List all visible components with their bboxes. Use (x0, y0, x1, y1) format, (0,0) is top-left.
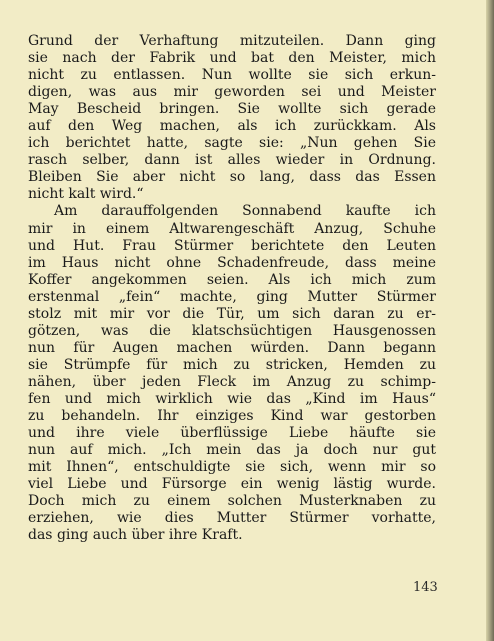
text-line: erziehen, wie dies Mutter Stürmer vorhatte, (28, 510, 436, 527)
text-line: fen und mich wirklich wie das „Kind im Haus“ (28, 390, 436, 407)
text-line: das ging auch über ihre Kraft. (28, 527, 243, 544)
text-line: May Bescheid bringen. Sie wollte sich gerade (28, 101, 436, 118)
text-line: nähen, über jeden Fleck im Anzug zu schimp- (28, 373, 436, 390)
text-line: Am darauffolgenden Sonnabend kaufte ich (54, 203, 436, 220)
text-line: auf den Weg machen, als ich zurückkam. Als (28, 118, 436, 135)
text-line: und ihre viele überflüssige Liebe häufte sie (28, 425, 436, 442)
text-line: zu behandeln. Ihr einziges Kind war gestorben (28, 408, 436, 425)
text-line: Bleiben Sie aber nicht so lang, dass das Essen (28, 169, 436, 186)
text-line: nun für Augen machen würden. Dann begann (28, 339, 436, 356)
text-line: nicht zu entlassen. Nun wollte sie sich erkun- (28, 67, 436, 84)
text-line: digen, was aus mir geworden sei und Meister (28, 84, 436, 101)
text-line: im Haus nicht ohne Schadenfreude, dass meine (28, 254, 436, 271)
text-line: götzen, was die klatschsüchtigen Hausgenossen (28, 322, 436, 339)
text-line: Koffer angekommen seien. Als ich mich zum (28, 271, 436, 288)
page-edge-shadow (486, 0, 494, 641)
body-text (28, 33, 436, 544)
page-number: 143 (413, 580, 438, 595)
text-line: Grund der Verhaftung mitzuteilen. Dann ging (28, 33, 436, 49)
text-line: mir in einem Altwarengeschäft Anzug, Schuhe (28, 220, 436, 237)
text-line: Doch mich zu einem solchen Musterknaben zu (28, 493, 436, 510)
text-line: viel Liebe und Fürsorge ein wenig lästig wurde. (28, 476, 436, 493)
text-line: ich berichtet hatte, sagte sie: „Nun gehen Sie (28, 135, 436, 152)
text-line: nun auf mich. „Ich mein das ja doch nur gut (28, 442, 436, 459)
text-line: sie nach der Fabrik und bat den Meister, mich (28, 50, 436, 67)
text-line: nicht kalt wird.“ (28, 186, 144, 203)
text-line: und Hut. Frau Stürmer berichtete den Leuten (28, 237, 436, 254)
text-line: stolz mit mir vor die Tür, um sich daran zu er- (28, 305, 436, 322)
text-line: erstenmal „fein“ machte, ging Mutter Stürmer (28, 288, 436, 305)
text-line: rasch selber, dann ist alles wieder in Ordnung. (28, 152, 436, 169)
text-line: sie Strümpfe für mich zu stricken, Hemden zu (28, 356, 436, 373)
text-line: mit Ihnen“, entschuldigte sie sich, wenn mir so (28, 459, 436, 476)
